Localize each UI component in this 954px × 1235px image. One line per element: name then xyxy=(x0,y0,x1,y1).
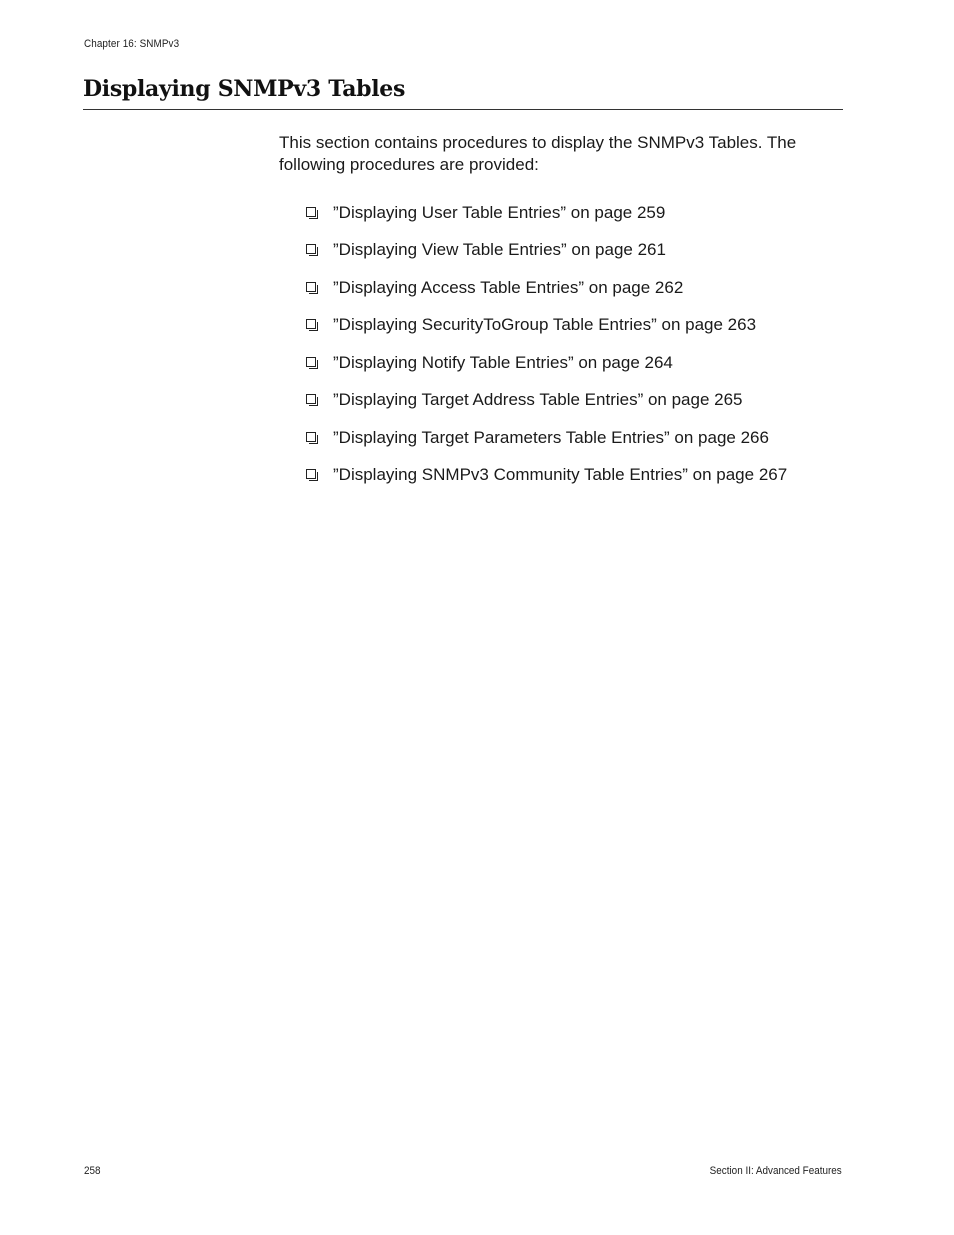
list-item xyxy=(306,307,836,345)
page-number: 258 xyxy=(84,1165,101,1177)
checkbox-icon xyxy=(306,282,316,292)
procedure-link[interactable]: ”Displaying Target Parameters Table Entries” on page 266 xyxy=(333,427,769,447)
intro-paragraph: This section contains procedures to display the SNMPv3 Tables. The following procedures are provided: xyxy=(279,133,797,174)
list-item xyxy=(306,232,836,270)
checkbox-icon xyxy=(306,357,316,367)
procedure-list xyxy=(306,194,836,494)
procedure-link[interactable]: ”Displaying Notify Table Entries” on page 264 xyxy=(333,352,673,372)
procedure-link[interactable]: ”Displaying Access Table Entries” on page 262 xyxy=(333,277,684,297)
running-header: Chapter 16: SNMPv3 xyxy=(84,38,180,50)
procedure-link[interactable]: ”Displaying View Table Entries” on page 261 xyxy=(333,240,666,260)
checkbox-icon xyxy=(306,432,316,442)
list-item xyxy=(306,457,836,495)
footer-section-name: Section II: Advanced Features xyxy=(709,1165,842,1177)
procedure-link[interactable]: ”Displaying Target Address Table Entries” on page 265 xyxy=(333,390,743,410)
section-title: Displaying SNMPv3 Tables xyxy=(83,76,406,102)
checkbox-icon xyxy=(306,394,316,404)
list-item xyxy=(306,344,836,382)
checkbox-icon xyxy=(306,244,316,254)
checkbox-icon xyxy=(306,319,316,329)
list-item xyxy=(306,194,836,232)
procedure-link[interactable]: ”Displaying SecurityToGroup Table Entries” on page 263 xyxy=(333,315,757,335)
procedure-link[interactable]: ”Displaying SNMPv3 Community Table Entries” on page 267 xyxy=(333,465,788,485)
list-item xyxy=(306,269,836,307)
title-divider xyxy=(83,109,843,110)
list-item xyxy=(306,419,836,457)
checkbox-icon xyxy=(306,207,316,217)
checkbox-icon xyxy=(306,469,316,479)
procedure-link[interactable]: ”Displaying User Table Entries” on page 259 xyxy=(333,202,666,222)
list-item xyxy=(306,382,836,420)
